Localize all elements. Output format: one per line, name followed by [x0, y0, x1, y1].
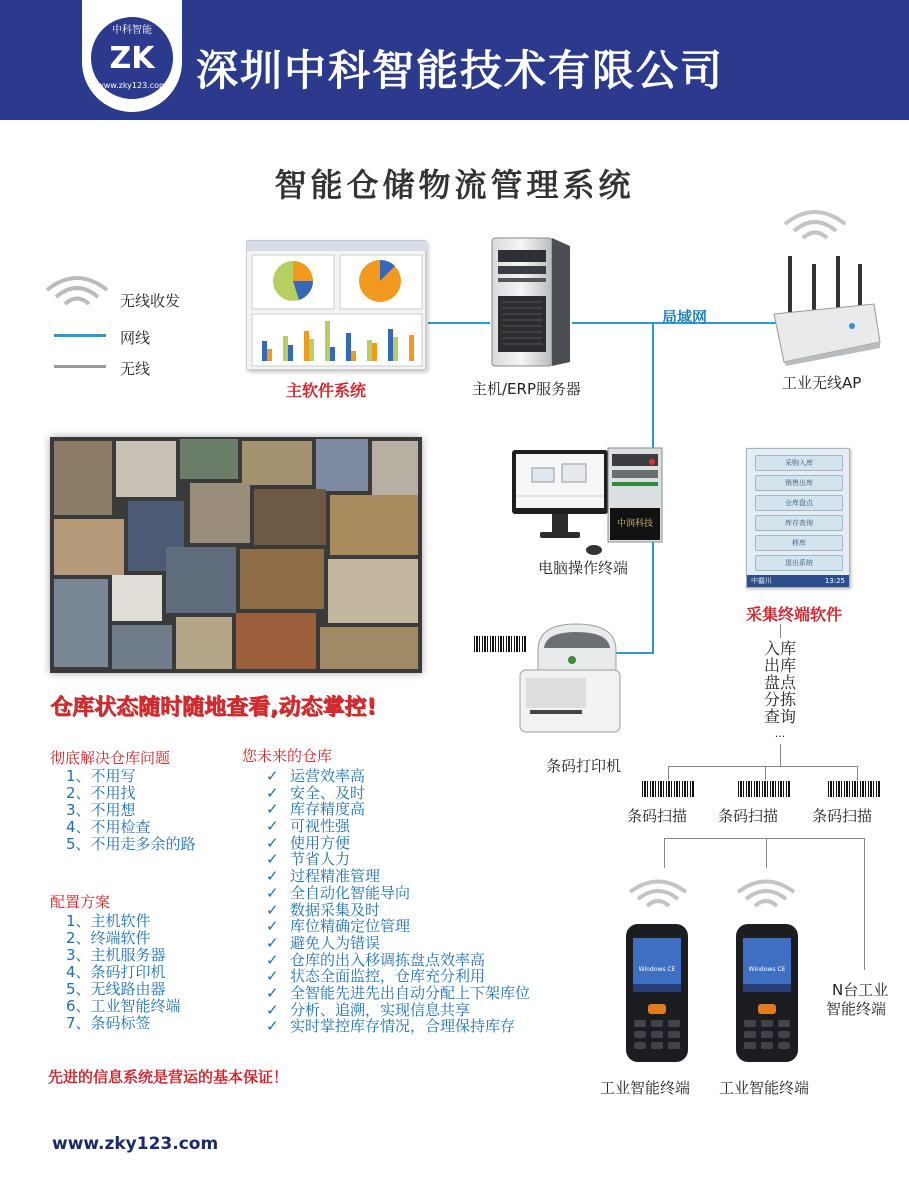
network-line-swatch — [54, 334, 106, 337]
server-label: 主机/ERP服务器 — [472, 380, 581, 398]
page-title: 智能仓储物流管理系统 — [274, 166, 635, 204]
list-item: 6、工业智能终端 — [66, 997, 181, 1015]
legend-network-cable-label: 网线 — [120, 329, 151, 347]
list-item: ✓ 节省人力 — [264, 851, 530, 868]
photo-tile — [236, 613, 316, 669]
logo-top-text: 中科智能 — [112, 25, 152, 36]
industrial-terminal-2 — [734, 922, 800, 1064]
list-item: ✓ 仓库的出入移调拣盘点效率高 — [264, 952, 530, 969]
photo-tile — [254, 489, 326, 545]
wireless-ap-icon — [770, 254, 882, 366]
list-item: 1、不用写 — [66, 767, 136, 785]
company-name: 深圳中科智能技术有限公司 — [196, 46, 725, 95]
slogan: 仓库状态随时随地查看,动态掌控! — [50, 695, 377, 720]
collector-menu-item-query[interactable]: 库存查询 — [755, 515, 843, 531]
config-title: 配置方案 — [50, 893, 111, 911]
photo-tile — [116, 441, 176, 497]
photo-tile — [166, 547, 236, 613]
photo-tile — [190, 483, 250, 543]
lan-label: 局域网 — [662, 308, 708, 326]
collector-menu-item-transfer[interactable]: 移库 — [755, 535, 843, 551]
operation-picking: 分拣 — [763, 690, 796, 709]
terminal-2-wifi-icon — [734, 876, 798, 912]
list-item: ✓ 过程精准管理 — [264, 868, 530, 885]
config-list — [66, 913, 181, 1032]
n-terminals-label-line2: 智能终端 — [826, 1000, 887, 1018]
operation-query: 查询 — [763, 707, 796, 726]
photo-tile — [180, 439, 238, 479]
website-link[interactable]: www.zky123.com — [52, 1134, 219, 1154]
legend-wireless-label: 无线 — [120, 360, 151, 378]
list-item: ✓ 库位精确定位管理 — [264, 918, 530, 935]
list-item: ✓ 运营效率高 — [264, 768, 530, 785]
photo-tile — [176, 617, 232, 669]
list-item: ✓ 全智能先进先出自动分配上下架库位 — [264, 985, 530, 1002]
list-item: ✓ 使用方便 — [264, 835, 530, 852]
legend-wireless-transceiver-label: 无线收发 — [120, 292, 181, 310]
operation-stocktake: 盘点 — [763, 673, 796, 692]
collector-menu-item-exit[interactable]: 退出系统 — [755, 555, 843, 571]
photo-tile — [54, 519, 124, 575]
photo-tile — [240, 549, 324, 609]
collector-menu-item-inbound[interactable]: 采购入库 — [755, 455, 843, 471]
footer-note: 先进的信息系统是营运的基本保证！ — [48, 1068, 289, 1086]
list-item: ✓ 分析、追溯，实现信息共享 — [264, 1002, 530, 1019]
scanner-3-barcode-icon — [828, 781, 880, 797]
scanner-3-drop — [857, 766, 858, 780]
collector-software-label: 采集终端软件 — [746, 605, 843, 624]
list-item: 4、条码打印机 — [66, 963, 166, 981]
wifi-icon — [42, 272, 112, 312]
photo-tile — [112, 625, 172, 669]
list-item: ✓ 避免人为错误 — [264, 935, 530, 952]
pc-terminal-icon — [510, 446, 666, 558]
photo-tile — [320, 627, 418, 669]
list-item: 2、不用找 — [66, 784, 136, 802]
wireless-line-swatch — [54, 365, 106, 368]
photo-tile — [112, 575, 162, 621]
scanner-3-label: 条码扫描 — [812, 807, 873, 825]
future-list — [264, 768, 530, 1035]
list-item: 7、条码标签 — [66, 1014, 151, 1032]
operation-outbound: 出库 — [763, 656, 796, 675]
photo-tile — [372, 441, 418, 501]
main-software-label: 主软件系统 — [286, 381, 367, 400]
terminal-1-os-label: Windows CE — [638, 966, 676, 973]
logo-initials: ZK — [109, 41, 155, 76]
list-item: ✓ 状态全面监控，仓库充分利用 — [264, 968, 530, 985]
pc-brand-screen: 中润科技 — [610, 508, 660, 540]
software-server-link — [428, 322, 490, 324]
photo-tile — [316, 439, 368, 491]
scanner-2-barcode-icon — [738, 781, 790, 797]
collector-software-screen — [746, 448, 850, 588]
list-item: ✓ 安全、及时 — [264, 785, 530, 802]
collector-taskbar — [747, 575, 849, 587]
ap-wifi-icon — [780, 206, 850, 246]
logo-ring — [88, 14, 176, 102]
list-item: ✓ 全自动化智能导向 — [264, 885, 530, 902]
list-item: ✓ 库存精度高 — [264, 801, 530, 818]
barcode-printer-label: 条码打印机 — [546, 757, 622, 775]
operation-more: ... — [774, 727, 786, 740]
list-item: 1、主机软件 — [66, 912, 151, 930]
scanner-1-barcode-icon — [642, 781, 694, 797]
photo-tile — [242, 441, 312, 485]
operations-list — [762, 640, 798, 742]
collector-to-ops-line — [780, 624, 781, 638]
legend — [40, 272, 210, 382]
warehouse-photo-collage — [50, 437, 422, 673]
list-item: 3、主机服务器 — [66, 946, 166, 964]
pc-terminal-label: 电脑操作终端 — [538, 559, 629, 577]
list-item: 4、不用检查 — [66, 818, 151, 836]
scanner-1-label: 条码扫描 — [627, 807, 688, 825]
collector-clock: 13:25 — [824, 577, 845, 585]
terminal-1-drop — [664, 838, 665, 868]
logo-bottom-text: www.zky123.com — [97, 81, 167, 90]
operation-inbound: 入库 — [763, 639, 796, 658]
collector-menu-item-inventory[interactable]: 仓库盘点 — [755, 495, 843, 511]
wireless-ap-label: 工业无线AP — [782, 374, 862, 392]
terminals-bus-line — [664, 838, 864, 839]
list-item: 5、无线路由器 — [66, 980, 166, 998]
list-item: ✓ 数据采集及时 — [264, 902, 530, 919]
photo-tile — [54, 579, 108, 667]
collector-taskbar-app: 中霸川 — [751, 577, 772, 585]
list-item: 3、不用想 — [66, 801, 136, 819]
collector-menu — [755, 455, 843, 575]
header-banner — [0, 0, 909, 120]
scanner-1-drop — [668, 766, 669, 780]
list-item: 2、终端软件 — [66, 929, 151, 947]
terminal-2-os-label: Windows CE — [748, 966, 786, 973]
scanner-2-label: 条码扫描 — [718, 807, 779, 825]
industrial-terminal-1 — [624, 922, 690, 1064]
terminal-1-label: 工业智能终端 — [600, 1079, 691, 1097]
collector-menu-item-outbound[interactable]: 销售出库 — [755, 475, 843, 491]
photo-tile — [328, 559, 418, 623]
photo-tile — [54, 441, 112, 515]
n-terminals-label-line1: N台工业 — [832, 981, 889, 999]
terminal-2-drop — [766, 838, 767, 868]
problems-title: 彻底解决仓库问题 — [50, 749, 171, 767]
ops-to-scanners-line — [780, 744, 781, 766]
company-logo — [82, 0, 182, 112]
problems-list — [66, 768, 196, 853]
scanner-2-drop — [765, 766, 766, 780]
barcode-printer-icon — [516, 620, 626, 740]
scanners-bus-line — [668, 766, 858, 767]
software-window-graphic — [247, 241, 427, 371]
terminal-2-label: 工业智能终端 — [719, 1079, 810, 1097]
server-tower-icon — [490, 236, 572, 368]
list-item: 5、不用走多余的路 — [66, 835, 196, 853]
list-item: ✓ 实时掌控库存情况，合理保持库存 — [264, 1018, 530, 1035]
list-item: ✓ 可视性强 — [264, 818, 530, 835]
photo-tile — [330, 495, 418, 555]
terminal-n-drop — [864, 838, 865, 970]
main-software-screenshot — [246, 240, 426, 370]
future-title: 您未来的仓库 — [242, 747, 333, 765]
terminal-1-wifi-icon — [626, 876, 690, 912]
